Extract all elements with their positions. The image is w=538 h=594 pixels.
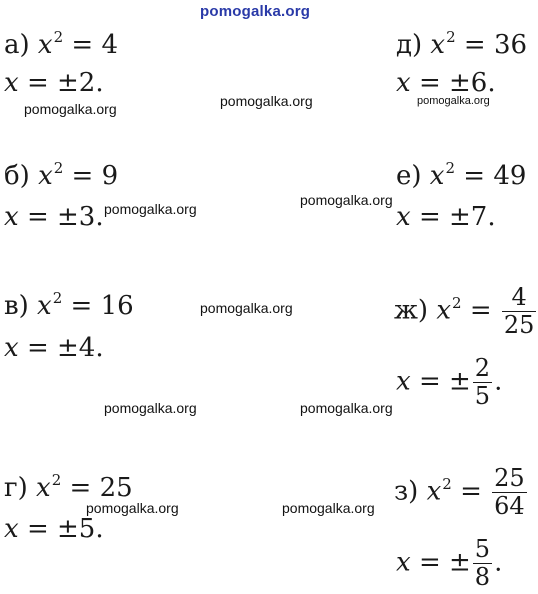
problem-z-equation: [394, 466, 529, 519]
problem-label: б): [4, 161, 30, 191]
answer: = ±3.: [26, 202, 104, 232]
exponent: 2: [53, 159, 64, 177]
variable: x: [430, 30, 446, 60]
exponent: 2: [446, 28, 456, 46]
answer-prefix: = ±: [418, 547, 471, 578]
problem-b-answer: [4, 204, 104, 230]
answer-fraction: [473, 537, 492, 590]
problem-g-answer: [4, 516, 104, 542]
problem-label: з): [394, 476, 419, 507]
problem-label: е): [396, 161, 422, 191]
problem-v-answer: [4, 335, 104, 361]
problem-a-answer: [4, 70, 104, 96]
problem-zh-answer: [396, 356, 502, 409]
equation-rhs: = 4: [71, 30, 118, 60]
problem-v-equation: [4, 289, 134, 321]
site-watermark: pomogalka.org: [417, 95, 490, 107]
fraction-denominator: 25: [503, 311, 535, 340]
fraction: [502, 285, 537, 338]
fraction-numerator: 5: [474, 535, 491, 563]
exponent: 2: [445, 159, 456, 177]
site-watermark: pomogalka.org: [200, 300, 293, 316]
equation-rhs: = 16: [70, 291, 134, 321]
exponent: 2: [53, 28, 64, 46]
variable: x: [436, 295, 451, 326]
variable: x: [396, 547, 411, 578]
fraction: [492, 466, 527, 519]
site-watermark: pomogalka.org: [24, 101, 117, 117]
problem-label: в): [4, 291, 29, 321]
fraction-denominator: 8: [474, 563, 491, 592]
site-watermark: pomogalka.org: [86, 500, 179, 516]
problem-z-answer: [396, 537, 502, 590]
site-watermark: pomogalka.org: [300, 192, 393, 208]
answer-suffix: .: [494, 547, 503, 578]
answer: = ±6.: [418, 68, 496, 98]
problem-d-answer: [396, 70, 496, 96]
exponent: 2: [52, 289, 63, 307]
problem-a-equation: [4, 28, 118, 60]
answer-fraction: [473, 356, 492, 409]
variable: x: [36, 473, 51, 503]
variable: x: [37, 291, 52, 321]
answer: = ±5.: [26, 514, 104, 544]
fraction-denominator: 64: [494, 492, 525, 521]
equation-rhs: = 9: [71, 161, 119, 191]
fraction-numerator: 25: [494, 464, 525, 492]
problem-e-equation: [396, 159, 527, 191]
problem-e-answer: [396, 204, 496, 230]
variable: x: [426, 476, 442, 507]
variable: x: [4, 202, 19, 232]
exponent: 2: [51, 471, 62, 489]
problem-d-equation: [396, 28, 528, 60]
site-watermark: pomogalka.org: [300, 400, 393, 416]
answer-prefix: = ±: [418, 366, 471, 397]
variable: x: [38, 161, 53, 191]
site-watermark-header: pomogalka.org: [200, 3, 311, 20]
site-watermark: pomogalka.org: [282, 500, 375, 516]
fraction-denominator: 5: [474, 382, 491, 411]
answer: = ±2.: [26, 68, 104, 98]
answer: = ±7.: [418, 202, 496, 232]
variable: x: [429, 161, 445, 191]
variable: x: [4, 333, 19, 363]
variable: x: [396, 68, 411, 98]
variable: x: [37, 30, 53, 60]
problem-g-equation: [4, 471, 133, 503]
variable: x: [4, 68, 19, 98]
variable: x: [4, 514, 19, 544]
exponent: 2: [442, 474, 452, 493]
site-watermark: pomogalka.org: [104, 400, 197, 416]
equation-rhs: = 36: [463, 30, 528, 60]
problem-b-equation: [4, 159, 119, 191]
problem-label: ж): [394, 295, 429, 326]
site-watermark: pomogalka.org: [220, 93, 313, 109]
site-watermark: pomogalka.org: [104, 201, 197, 217]
problem-zh-equation: [394, 285, 538, 338]
fraction-numerator: 2: [474, 354, 491, 382]
answer: = ±4.: [26, 333, 104, 363]
variable: x: [396, 366, 411, 397]
equation-rhs: = 49: [463, 161, 527, 191]
variable: x: [396, 202, 411, 232]
problem-label: г): [4, 473, 28, 503]
fraction-numerator: 4: [511, 283, 527, 311]
problem-label: д): [396, 30, 423, 60]
equation-rhs: =: [460, 476, 482, 507]
problem-label: а): [4, 30, 30, 60]
equation-rhs: =: [469, 295, 492, 326]
answer-suffix: .: [494, 366, 503, 397]
exponent: 2: [452, 293, 462, 312]
equation-rhs: = 25: [69, 473, 133, 503]
